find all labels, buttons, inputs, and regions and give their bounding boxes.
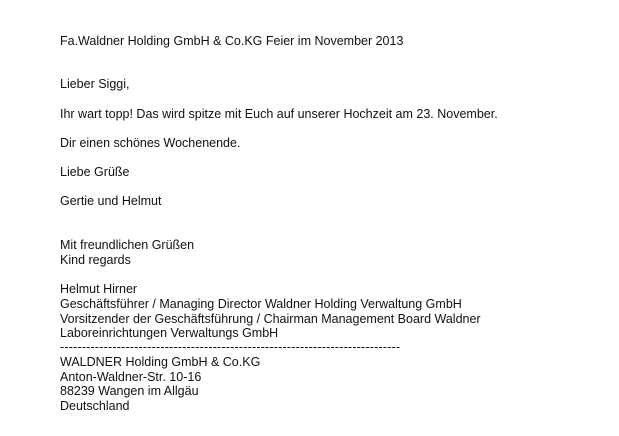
company-city: 88239 Wangen im Allgäu <box>60 384 199 398</box>
sender-names: Gertie und Helmut <box>60 194 162 208</box>
signature-separator: ------------------------------------------------------------------------------ <box>60 340 401 354</box>
signature-regards-de: Mit freundlichen Grüßen <box>60 238 195 252</box>
signature-title-2: Vorsitzender der Geschäftsführung / Chairman Management Board Waldner <box>60 312 481 326</box>
body-paragraph-2: Dir einen schönes Wochenende. <box>60 136 241 150</box>
greeting: Lieber Siggi, <box>60 77 130 91</box>
signature-name: Helmut Hirner <box>60 282 138 296</box>
email-subject: Fa.Waldner Holding GmbH & Co.KG Feier im November 2013 <box>60 34 404 48</box>
company-name: WALDNER Holding GmbH & Co.KG <box>60 355 261 369</box>
signature-regards-en: Kind regards <box>60 253 131 267</box>
company-country: Deutschland <box>60 399 130 413</box>
signature-title-1: Geschäftsführer / Managing Director Waldner Holding Verwaltung GmbH <box>60 297 462 311</box>
closing: Liebe Grüße <box>60 165 130 179</box>
body-paragraph-1: Ihr wart topp! Das wird spitze mit Euch auf unserer Hochzeit am 23. November. <box>60 107 498 121</box>
email-document <box>60 0 600 436</box>
signature-title-3: Laboreinrichtungen Verwaltungs GmbH <box>60 326 279 340</box>
company-street: Anton-Waldner-Str. 10-16 <box>60 370 202 384</box>
